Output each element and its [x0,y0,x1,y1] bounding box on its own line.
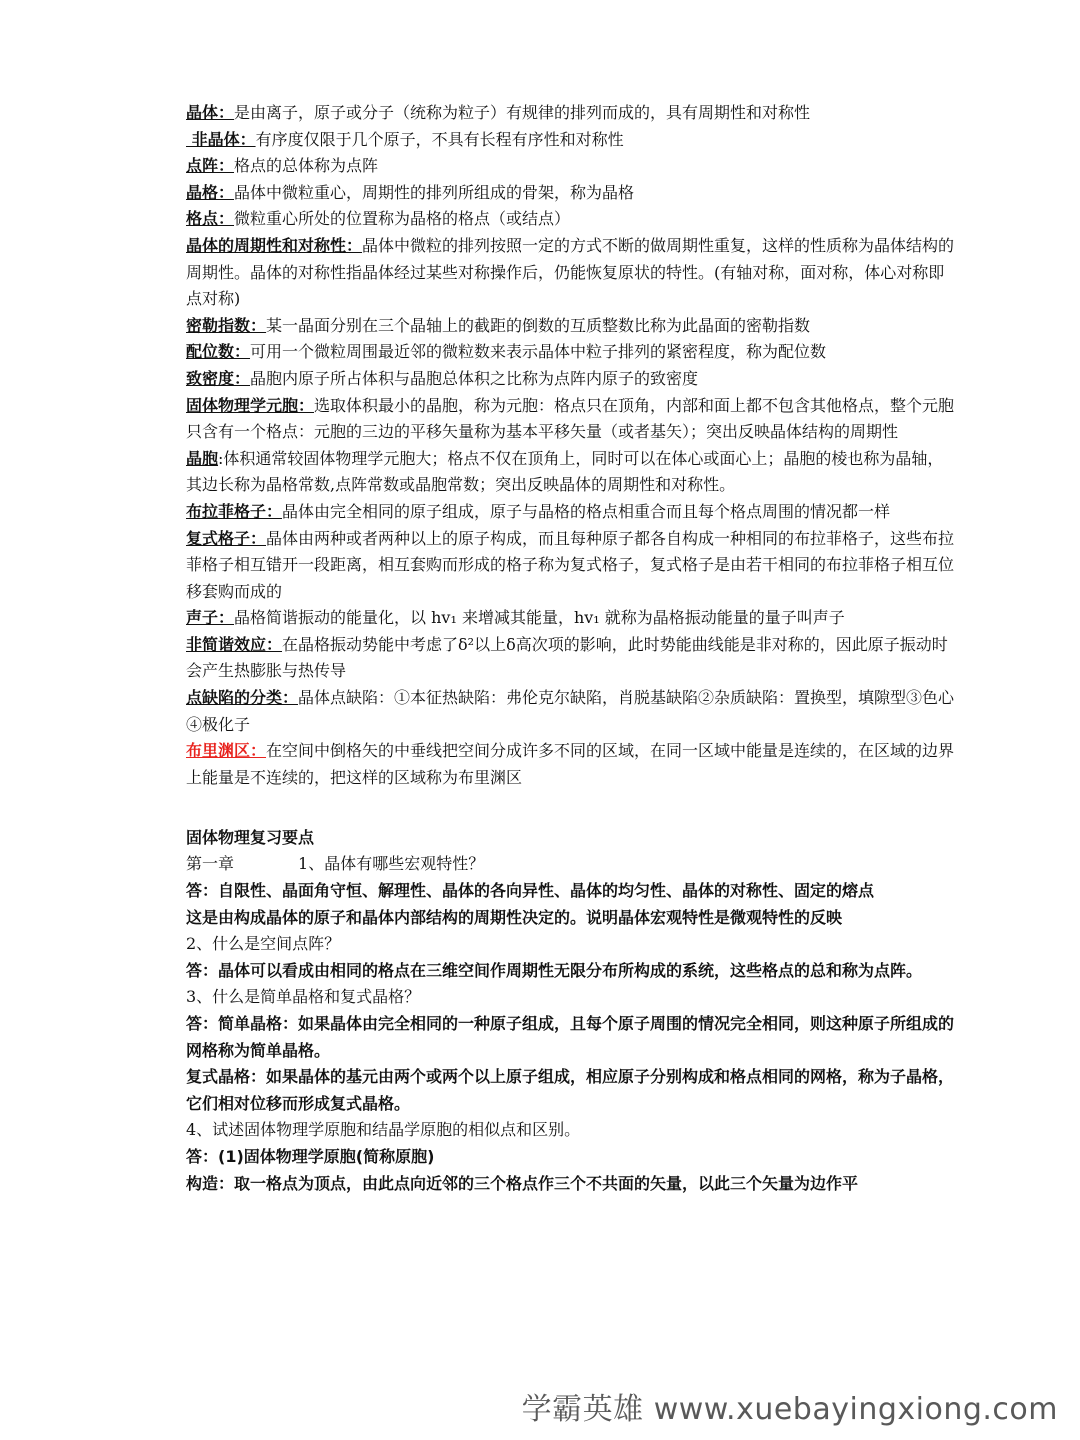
definition-text: 是由离子，原子或分子（统称为粒子）有规律的排列而成的，具有周期性和对称性 [234,103,811,122]
definition-text: 在晶格振动势能中考虑了δ²以上δ高次项的影响，此时势能曲线能是非对称的，因此原子振动时会产生热膨胀与热传导 [186,634,948,681]
definition-text: 晶格简谐振动的能量化，以 hv₁ 来增减其能量，hv₁ 就称为晶格振动能量的量子叫声子 [234,608,845,628]
definition-unit-cell [186,446,956,499]
answer-4-construction: 构造：取一格点为顶点，由此点向近邻的三个格点作三个不共面的矢量，以此三个矢量为边作平 [186,1173,859,1193]
definition-point-defects [186,685,956,738]
term: 晶胞 [186,448,219,468]
definition-text: 有序度仅限于几个原子，不具有长程有序性和对称性 [255,129,624,149]
definition-primitive-cell [186,393,956,446]
question-4: 4、试述固体物理学原胞和结晶学原胞的相似点和区别。 [186,1120,581,1140]
definition-text: 在空间中倒格矢的中垂线把空间分成许多不同的区域，在同一区域中能量是连续的，在区域的边界上能量是不连续的，把这样的区域称为布里渊区 [186,741,955,787]
definition-text: 选取体积最小的晶胞，称为元胞：格点只在顶角，内部和面上都不包含其他格点，整个元胞只含有一个格点：元胞的三边的平移矢量称为基本平移矢量（或者基矢）；突出反映晶体结构的周期性 [186,395,955,442]
definition-anharmonic-effect [186,632,956,685]
document-page [186,100,956,1197]
definitions-list [186,100,956,791]
term: 声子： [186,608,235,628]
definition-text: 晶体点缺陷：①本征热缺陷：弗伦克尔缺陷，肖脱基缺陷②杂质缺陷：置换型，填隙型③色心④极化子 [186,688,955,734]
definition-packing-density [186,366,956,393]
definition-lattice-points [186,153,956,180]
term: 布拉菲格子： [186,501,283,521]
answer-3: 答：简单晶格：如果晶体由完全相同的一种原子组成，且每个原子周围的情况完全相同，则这种原子所组成的网格称为简单晶格。 [186,1014,955,1060]
term: 格点： [186,209,235,229]
answer-1-note: 这是由构成晶体的原子和晶体内部结构的周期性决定的。说明晶体宏观特性是微观特性的反映 [186,907,843,927]
definition-brillouin-zone [186,738,956,791]
definition-coordination-number [186,339,956,366]
answer-4: 答：(1)固体物理学原胞(简称原胞) [186,1146,435,1166]
term: 致密度： [186,368,251,388]
term: 晶体的周期性和对称性： [186,235,363,255]
definition-text: 可用一个微粒周围最近邻的微粒数来表示晶体中粒子排列的紧密程度，称为配位数 [250,342,827,362]
definition-text: 某一晶面分别在三个晶轴上的截距的倒数的互质整数比称为此晶面的密勒指数 [266,315,811,335]
term: 布里渊区： [186,741,267,761]
term: 复式格子： [186,528,267,548]
answer-1: 答：自限性、晶面角守恒、解理性、晶体的各向异性、晶体的均匀性、晶体的对称性、固定的熔点 [186,881,875,901]
answer-3-composite: 复式晶格：如果晶体的基元由两个或两个以上原子组成，相应原子分别构成和格点相同的网格，称为子晶格，它们相对位移而形成复式晶格。 [186,1067,955,1113]
definition-text: 晶体中微粒的排列按照一定的方式不断的做周期性重复，这样的性质称为晶体结构的周期性。晶体的对称性指晶体经过某些对称操作后，仍能恢复原状的特性。(有轴对称，面对称，体心对称即点对称) [186,235,955,309]
term: 固体物理学元胞： [186,395,315,415]
definition-text: 微粒重心所处的位置称为晶格的格点（或结点） [234,209,571,229]
definition-text: 晶体中微粒重心，周期性的排列所组成的骨架，称为晶格 [234,182,635,202]
term: 配位数： [186,342,251,362]
definition-text: 晶体由完全相同的原子组成，原子与晶格的格点相重合而且每个格点周围的情况都一样 [282,501,891,521]
term: 非简谐效应： [186,634,283,654]
term: 晶体： [186,103,235,122]
definition-phonon [186,605,956,632]
term: 点阵： [186,156,235,176]
definition-amorphous [186,127,956,154]
section-title: 固体物理复习要点 [186,828,315,848]
definition-text: 晶体由两种或者两种以上的原子构成，而且每种原子都各自构成一种相同的布拉菲格子，这些布拉菲格子相互错开一段距离，相互套购而形成的格子称为复式格子，复式格子是由若干相同的布拉菲格子相互位移套购而成的 [186,528,955,601]
definition-periodicity-symmetry [186,233,956,313]
definition-bravais-lattice [186,499,956,526]
term: 非晶体： [186,129,256,149]
definition-lattice-point [186,206,956,233]
question-text: 1、晶体有哪些宏观特性？ [298,854,485,874]
question-3: 3、什么是简单晶格和复式晶格？ [186,987,421,1007]
question-1 [186,851,956,878]
definition-text: 晶胞内原子所占体积与晶胞总体积之比称为点阵内原子的致密度 [250,368,699,388]
term: 密勒指数： [186,315,267,335]
definition-miller-index [186,313,956,340]
chapter-label: 第一章 [186,854,235,874]
term: 晶格： [186,182,235,202]
definition-composite-lattice [186,526,956,606]
definition-text: :体积通常较固体物理学元胞大；格点不仅在顶角上，同时可以在体心或面心上；晶胞的棱也称为晶轴，其边长称为晶格常数,点阵常数或晶胞常数；突出反映晶体的周期性和对称性。 [186,448,944,495]
definition-crystal [186,100,956,127]
watermark: 学霸英雄 www.xuebayingxiong.com [521,1392,1058,1427]
definition-lattice [186,180,956,207]
question-2: 2、什么是空间点阵？ [186,934,341,954]
definition-text: 格点的总体称为点阵 [234,156,379,176]
review-section [186,825,956,1197]
answer-2: 答：晶体可以看成由相同的格点在三维空间作周期性无限分布所构成的系统，这些格点的总和称为点阵。 [186,960,923,980]
term: 点缺陷的分类： [186,688,299,708]
